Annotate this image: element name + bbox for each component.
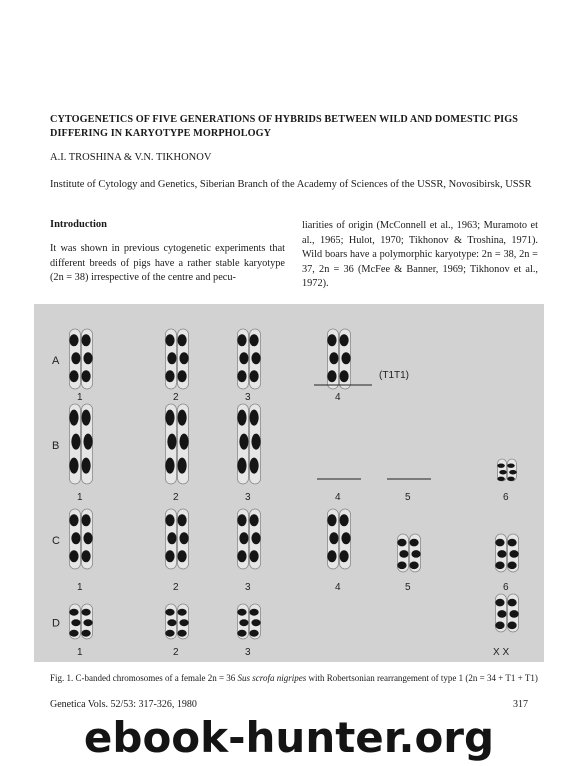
karyotype-photograph xyxy=(34,304,544,662)
c-band xyxy=(509,550,518,558)
row-label: C xyxy=(52,535,60,547)
body-text-left-column: It was shown in previous cytogenetic experiments that different breeds of pigs have a rather stable karyotype (2n = 38) irrespective of the centre and pecu- xyxy=(50,243,285,283)
c-band xyxy=(83,619,92,626)
page-number: 317 xyxy=(513,699,528,710)
c-band xyxy=(167,434,176,450)
body-text-right-column: liarities of origin (McConnell et al., 1963; Muramoto et al., 1965; Hulot, 1970; Tikhonov & Troshina, 1971). Wild boars have a polymorphic karyotype: 2n = 38, 2n = 37, 2n = 36 (McFee & Banner, 1969; Tikhonov et al., 1972). xyxy=(302,220,538,289)
chromosome-number: 5 xyxy=(405,492,411,503)
c-band xyxy=(249,410,258,426)
c-band xyxy=(239,434,248,450)
c-band xyxy=(251,352,260,364)
article-authors: A.I. TROSHINA & V.N. TIKHONOV xyxy=(50,152,212,163)
c-band xyxy=(165,334,174,346)
sex-chromosome-label: X X xyxy=(493,647,510,658)
c-band xyxy=(177,410,186,426)
c-band xyxy=(69,550,78,562)
chromosome-number: 1 xyxy=(77,647,83,658)
chromosome-number: 3 xyxy=(245,392,251,403)
c-band xyxy=(71,352,80,364)
section-heading-introduction: Introduction xyxy=(50,219,107,230)
c-band xyxy=(177,630,186,637)
c-band xyxy=(495,599,504,607)
c-band xyxy=(237,514,246,526)
c-band xyxy=(71,434,80,450)
c-band xyxy=(83,434,92,450)
c-band xyxy=(509,470,517,474)
c-band xyxy=(165,609,174,616)
c-band xyxy=(177,334,186,346)
chromosome-number: 1 xyxy=(77,392,83,403)
c-band xyxy=(167,532,176,544)
c-band xyxy=(81,550,90,562)
c-band xyxy=(165,550,174,562)
karyotype-figure xyxy=(34,304,544,662)
chromosome-number: 2 xyxy=(173,582,179,593)
c-band xyxy=(177,514,186,526)
c-band xyxy=(249,458,258,474)
c-band xyxy=(495,622,504,630)
c-band xyxy=(83,352,92,364)
c-band xyxy=(165,370,174,382)
chromosome-number: 4 xyxy=(335,392,341,403)
c-band xyxy=(177,550,186,562)
c-band xyxy=(339,550,348,562)
chromosome-number: 2 xyxy=(173,647,179,658)
c-band xyxy=(177,458,186,474)
c-band xyxy=(177,609,186,616)
chromosome-number: 3 xyxy=(245,582,251,593)
c-band xyxy=(165,514,174,526)
c-band xyxy=(81,630,90,637)
c-band xyxy=(507,539,516,547)
chromosome-number: 3 xyxy=(245,647,251,658)
c-band xyxy=(179,532,188,544)
c-band xyxy=(237,370,246,382)
c-band xyxy=(69,410,78,426)
c-band xyxy=(81,458,90,474)
c-band xyxy=(249,609,258,616)
c-band xyxy=(497,550,506,558)
watermark-logo: ebook-hunter.org xyxy=(83,713,495,762)
caption-text-end: with Robertsonian rearrangement of type 1 (2n = 34 + T1 + T1) xyxy=(308,673,538,683)
c-band xyxy=(69,630,78,637)
c-band xyxy=(507,562,516,570)
row-label: D xyxy=(52,617,60,630)
caption-prefix: Fig. 1. xyxy=(50,673,74,683)
journal-citation: Genetica Vols. 52/53: 317-326, 1980 xyxy=(50,699,197,710)
c-band xyxy=(237,458,246,474)
chromosome-number: 3 xyxy=(245,492,251,503)
c-band xyxy=(507,599,516,607)
c-band xyxy=(71,619,80,626)
c-band xyxy=(239,619,248,626)
c-band xyxy=(409,562,418,570)
c-band xyxy=(165,458,174,474)
c-band xyxy=(339,334,348,346)
c-band xyxy=(249,630,258,637)
c-band xyxy=(69,334,78,346)
c-band xyxy=(69,458,78,474)
c-band xyxy=(249,334,258,346)
chromosome-number: 1 xyxy=(77,492,83,503)
c-band xyxy=(497,477,505,481)
c-band xyxy=(507,477,515,481)
c-band xyxy=(167,352,176,364)
article-title: CYTOGENETICS OF FIVE GENERATIONS OF HYBRIDS BETWEEN WILD AND DOMESTIC PIGS DIFFERING IN KARYOTYPE MORPHOLOGY xyxy=(50,114,519,139)
caption-text: C-banded chromosomes of a female 2n = 36 xyxy=(75,673,236,683)
chromosome-number: 2 xyxy=(173,492,179,503)
c-band xyxy=(83,532,92,544)
c-band xyxy=(81,334,90,346)
c-band xyxy=(497,463,505,467)
c-band xyxy=(327,550,336,562)
c-band xyxy=(179,619,188,626)
row-label: A xyxy=(52,355,60,367)
c-band xyxy=(397,539,406,547)
c-band xyxy=(497,610,506,618)
c-band xyxy=(495,539,504,547)
c-band xyxy=(177,370,186,382)
c-band xyxy=(249,550,258,562)
row-label: B xyxy=(52,440,60,452)
c-band xyxy=(509,610,518,618)
author-affiliation: Institute of Cytology and Genetics, Siberian Branch of the Academy of Sciences of the USSR, Novosibirsk, USSR xyxy=(50,179,532,190)
c-band xyxy=(507,622,516,630)
c-band xyxy=(179,352,188,364)
chromosome-number: 4 xyxy=(335,582,341,593)
c-band xyxy=(81,514,90,526)
c-band xyxy=(237,410,246,426)
c-band xyxy=(69,609,78,616)
c-band xyxy=(499,470,507,474)
c-band xyxy=(165,630,174,637)
c-band xyxy=(409,539,418,547)
c-band xyxy=(327,514,336,526)
figure-caption xyxy=(50,673,560,683)
c-band xyxy=(239,352,248,364)
c-band xyxy=(71,532,80,544)
c-band xyxy=(81,609,90,616)
chromosome-number: 5 xyxy=(405,582,411,593)
c-band xyxy=(329,352,338,364)
chromosome-number: 6 xyxy=(503,492,509,503)
c-band xyxy=(507,463,515,467)
c-band xyxy=(327,370,336,382)
c-band xyxy=(399,550,408,558)
c-band xyxy=(341,532,350,544)
c-band xyxy=(327,334,336,346)
c-band xyxy=(237,334,246,346)
c-band xyxy=(251,619,260,626)
caption-species: Sus scrofa nigripes xyxy=(237,673,307,683)
c-band xyxy=(167,619,176,626)
chromosome-number: 1 xyxy=(77,582,83,593)
c-band xyxy=(81,410,90,426)
c-band xyxy=(165,410,174,426)
c-band xyxy=(179,434,188,450)
c-band xyxy=(329,532,338,544)
c-band xyxy=(249,514,258,526)
c-band xyxy=(341,352,350,364)
c-band xyxy=(251,532,260,544)
c-band xyxy=(237,630,246,637)
c-band xyxy=(495,562,504,570)
chromosome-number: 6 xyxy=(503,582,509,593)
c-band xyxy=(239,532,248,544)
c-band xyxy=(81,370,90,382)
c-band xyxy=(249,370,258,382)
c-band xyxy=(69,370,78,382)
c-band xyxy=(339,514,348,526)
c-band xyxy=(397,562,406,570)
c-band xyxy=(251,434,260,450)
c-band xyxy=(411,550,420,558)
chromosome-number: 4 xyxy=(335,492,341,503)
c-band xyxy=(237,550,246,562)
c-band xyxy=(339,370,348,382)
chromosome-number: 2 xyxy=(173,392,179,403)
c-band xyxy=(69,514,78,526)
translocation-label: (T1T1) xyxy=(379,370,409,381)
c-band xyxy=(237,609,246,616)
